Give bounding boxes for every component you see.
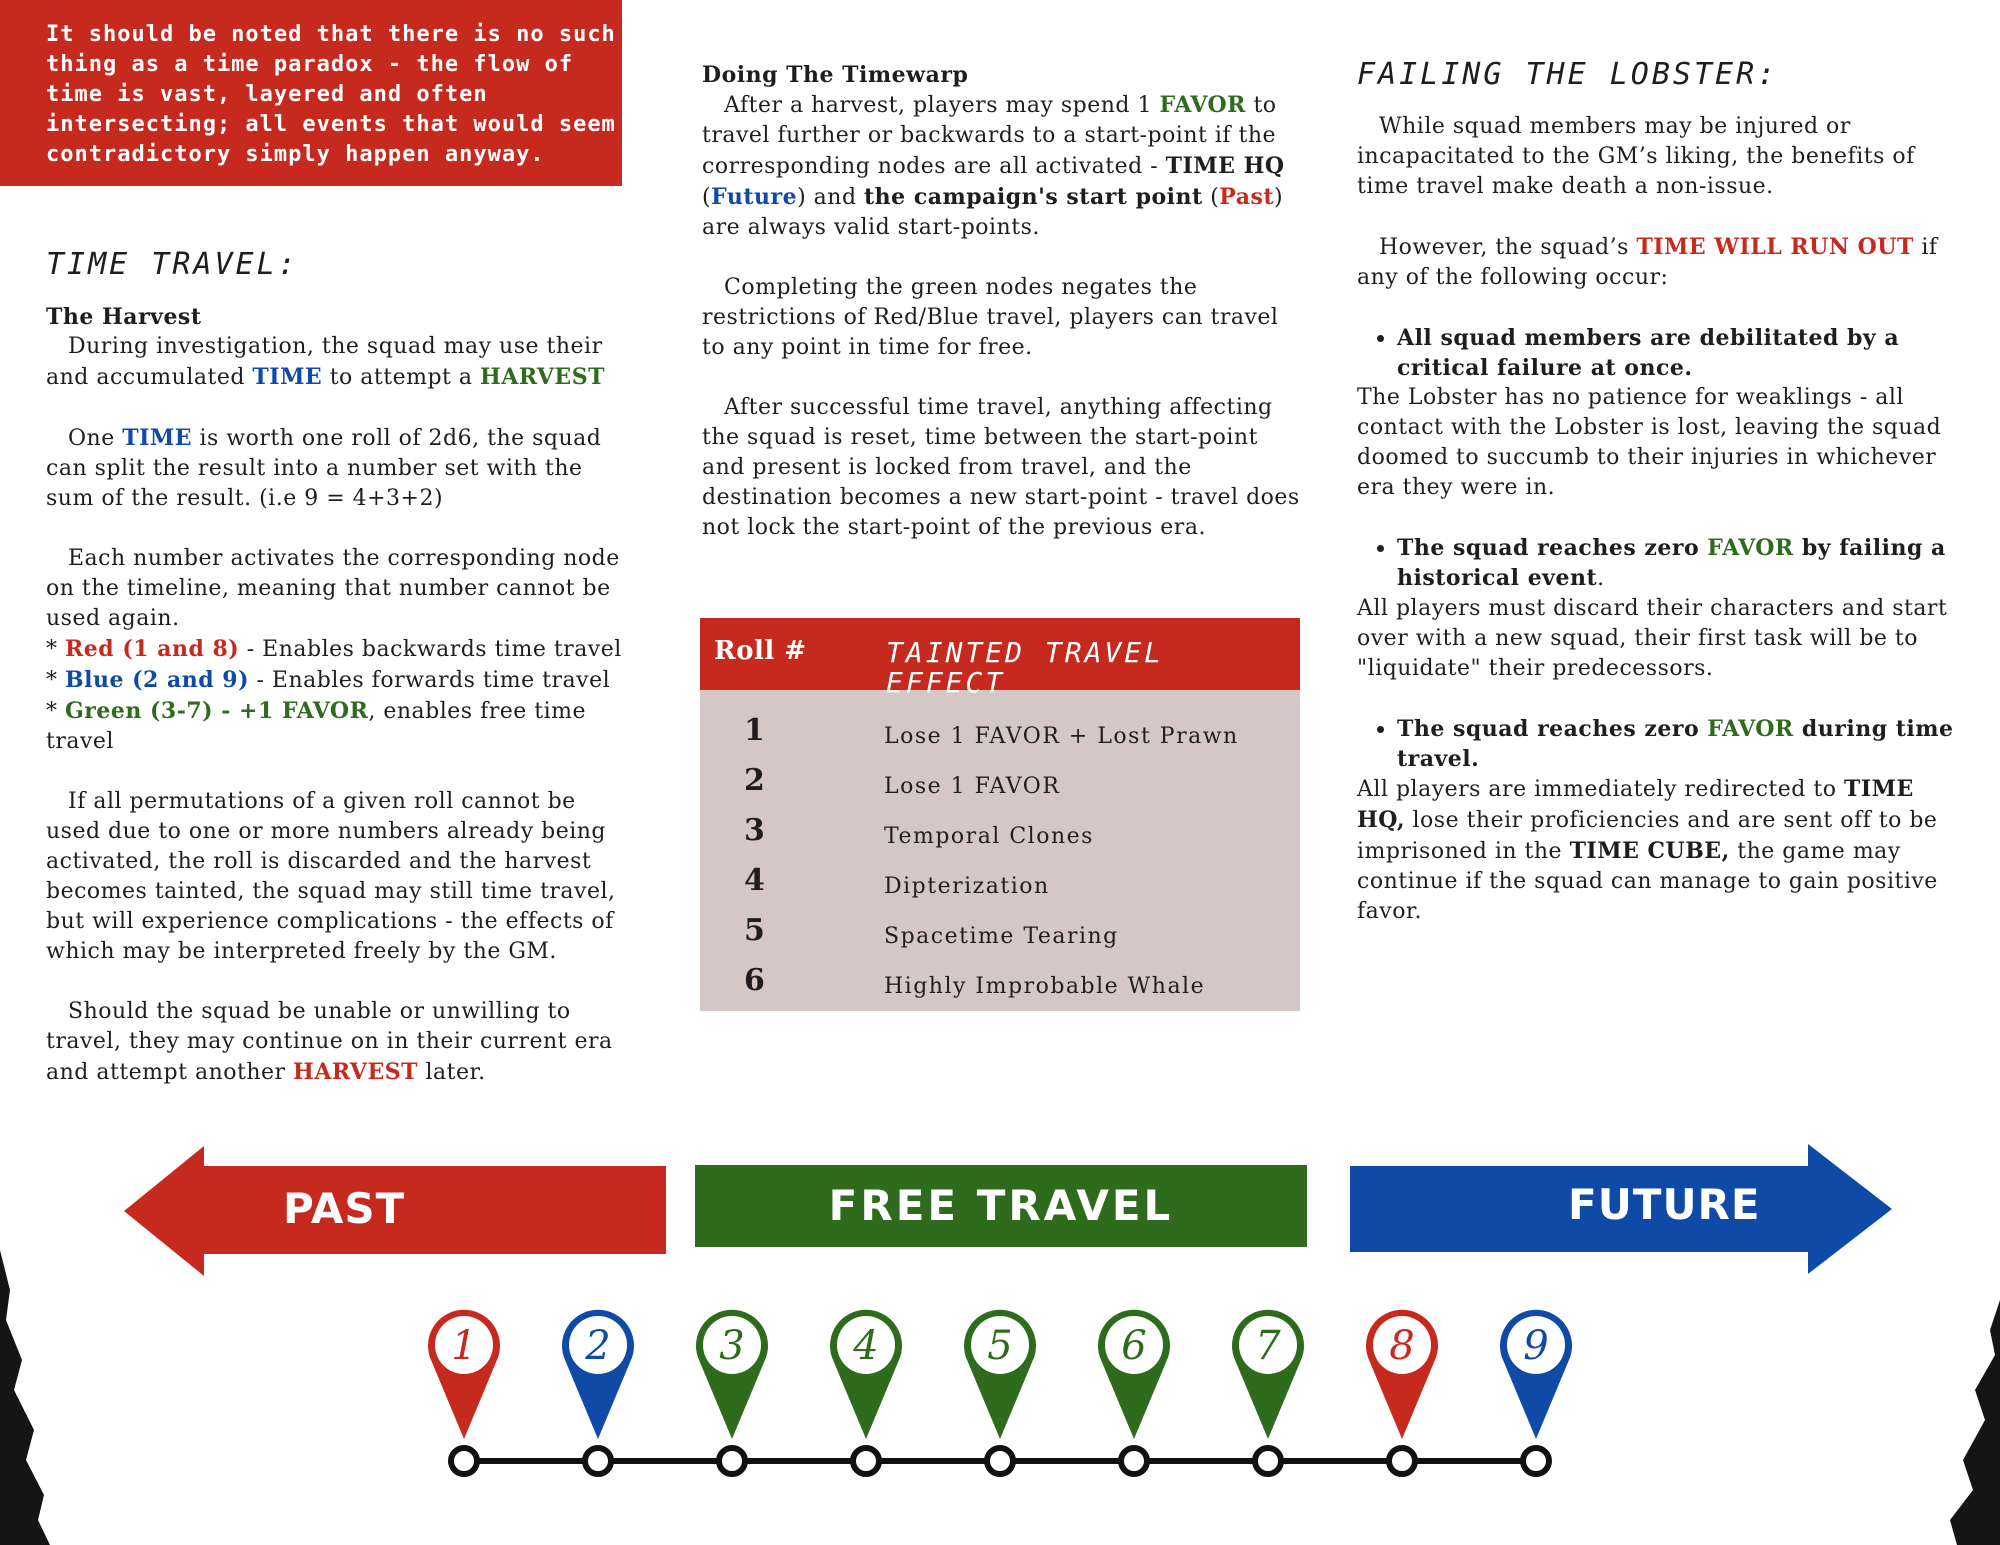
timeline-dot [451,1448,477,1474]
timeline-dot [1389,1448,1415,1474]
roll-number: 1 [744,713,766,748]
lobster-heading: FAILING THE LOBSTER: [1357,57,1779,92]
timeline-dot [1121,1448,1147,1474]
roll-number: 2 [744,763,766,798]
lobster-section [1357,57,1957,927]
timeline-node-7 [1232,1310,1304,1474]
free-travel-label: FREE TRAVEL [828,1181,1174,1230]
node-number: 8 [1389,1323,1415,1369]
timeline-node-6 [1098,1310,1170,1474]
time-travel-section [46,247,636,1088]
harvest-paragraph-3: Each number activates the corresponding node on the timeline, meaning that number cannot be used again. [46,546,620,631]
timeline-node-3 [696,1310,768,1474]
roll-effect: Lose 1 FAVOR [884,774,1061,799]
table-header [700,618,1300,699]
table-row [700,960,1300,1010]
timeline-dot [987,1448,1013,1474]
past-label: PAST [283,1184,406,1233]
roll-number: 5 [744,913,766,948]
table-row [700,710,1300,760]
harvest-paragraph-1: During investigation, the squad may use their and accumulated TIME to attempt a HARVEST [46,334,605,390]
table-row [700,860,1300,910]
harvest-keyword: HARVEST [480,364,605,390]
timeline-dot [719,1448,745,1474]
roll-number: 3 [744,813,766,848]
timeline-dot [1255,1448,1281,1474]
timewarp-section [702,60,1302,543]
roll-number: 6 [744,963,766,998]
blue-node-line: * Blue (2 and 9) - Enables forwards time travel [46,667,611,693]
failure-list-1 [1357,323,1957,383]
paradox-callout [0,0,622,186]
timewarp-paragraph-3: After successful time travel, anything affecting the squad is reset, time between the start-point and present is locked from travel, and the destination becomes a new start-point - travel does not lock the start-point of the previous era. [702,395,1300,540]
red-node-line: * Red (1 and 8) - Enables backwards time travel [46,636,622,662]
roll-effect: Lose 1 FAVOR + Lost Prawn [884,724,1239,749]
time-keyword: TIME [122,425,193,451]
table-row [700,810,1300,860]
grunge-corner-left [0,1250,50,1545]
harvest-title: The Harvest [46,304,202,330]
table-row [700,760,1300,810]
roll-effect: Dipterization [884,874,1050,899]
node-number: 7 [1255,1323,1281,1369]
time-travel-heading: TIME TRAVEL: [46,247,299,282]
failure-condition-2: • The squad reaches zero FAVOR by failing a historical event. [1397,533,1957,594]
failure-list-2 [1357,533,1957,594]
node-number: 5 [987,1323,1013,1369]
failure-text-1: The Lobster has no patience for weaklings - all contact with the Lobster is lost, leaving the squad doomed to succumb to their injuries in whichever era they were in. [1357,385,1942,500]
timeline-dot [585,1448,611,1474]
harvest-paragraph-2: One TIME is worth one roll of 2d6, the squad can split the result into a number set with the sum of the result. (i.e 9 = 4+3+2) [46,425,602,511]
roll-effect: Temporal Clones [884,824,1094,849]
node-number: 9 [1523,1323,1549,1369]
roll-effect: Highly Improbable Whale [884,974,1206,999]
harvest-keyword: HARVEST [293,1059,418,1085]
grunge-corner-right [1935,1300,2000,1545]
roll-effect: Spacetime Tearing [884,924,1119,949]
failure-condition-1: • All squad members are debilitated by a critical failure at once. [1397,323,1957,383]
timeline-node-9 [1500,1310,1572,1474]
paradox-callout-text: It should be noted that there is no such thing as a time paradox - the flow of time is vast, layered and often intersecting; all events that would seem contradictory simply happen anyway. [46,22,616,167]
timeline-dot [853,1448,879,1474]
green-node-line: * Green (3-7) - +1 FAVOR, enables free time travel [46,698,587,754]
timewarp-paragraph-2: Completing the green nodes negates the restrictions of Red/Blue travel, players can travel to any point in time for free. [702,275,1279,360]
future-label: FUTURE [1568,1180,1761,1229]
lobster-paragraph-2: However, the squad’s TIME WILL RUN OUT if any of the following occur: [1357,234,1938,290]
roll-number: 4 [744,863,766,898]
header-roll: Roll # [714,636,807,666]
node-number: 1 [451,1323,477,1369]
timeline-node-2 [562,1310,634,1474]
header-effect: TAINTED TRAVEL EFFECT [886,636,1165,699]
timewarp-title: Doing The Timewarp [702,62,969,88]
lobster-paragraph-1: While squad members may be injured or incapacitated to the GM’s liking, the benefits of time travel make death a non-issue. [1357,114,1915,199]
timeline-dot [1523,1448,1549,1474]
timeline-node-1 [428,1310,500,1474]
table-row [700,910,1300,960]
timeline-node-8 [1366,1310,1438,1474]
harvest-paragraph-4: If all permutations of a given roll cannot be used due to one or more numbers already being activated, the roll is discarded and the harvest becomes tainted, the squad may still time travel, but will experience complications - the effects of which may be interpreted freely by the GM. [46,789,616,964]
failure-condition-3: • The squad reaches zero FAVOR during time travel. [1397,714,1957,774]
node-number: 3 [719,1323,745,1369]
node-number: 6 [1121,1323,1147,1369]
free-travel-banner [695,1165,1307,1247]
timewarp-paragraph-1: After a harvest, players may spend 1 FAVOR to travel further or backwards to a start-point if the corresponding nodes are all activated - TIME HQ (Future) and the campaign's start point (Past) are always valid start-points. [702,92,1285,240]
failure-text-2: All players must discard their characters and start over with a new squad, their first task will be to "liquidate" their predecessors. [1357,596,1948,681]
failure-text-3: All players are immediately redirected to TIME HQ, lose their proficiencies and are sent off to be imprisoned in the TIME CUBE, the game may continue if the squad can manage to gain positive favor. [1357,776,1938,924]
timeline-node-4 [830,1310,902,1474]
timeline-node-5 [964,1310,1036,1474]
failure-list-3 [1357,714,1957,774]
harvest-paragraph-5: Should the squad be unable or unwilling to travel, they may continue on in their current era and attempt another HARVEST later. [46,999,613,1085]
node-number: 4 [853,1323,879,1369]
timeline [400,1290,1600,1490]
tainted-travel-table [700,618,1300,1011]
time-keyword: TIME [252,364,323,390]
node-number: 2 [585,1323,611,1369]
